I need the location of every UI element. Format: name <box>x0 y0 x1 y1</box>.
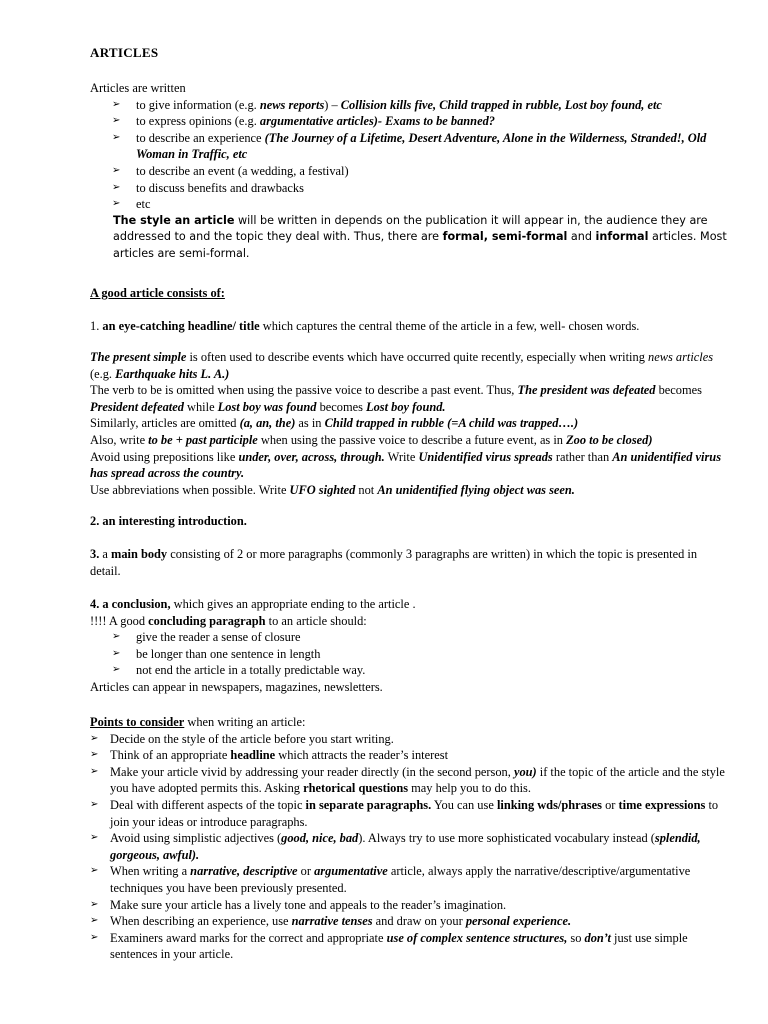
headline-rules <box>90 349 730 498</box>
concluding-item <box>90 662 730 679</box>
headline-rule: Avoid using prepositions like under, over, across, through. Write Unidentified virus spreads rather than An unidentified virus has spread across the country. <box>90 449 722 481</box>
intro-lead: Articles are written <box>90 81 186 95</box>
concluding-list <box>90 629 730 679</box>
section-headline <box>90 318 730 335</box>
headline-rule: The verb to be is omitted when using the passive voice to describe a past event. Thus, The president was defeated becomes President defeated while Lost boy was found becomes Lost boy found. <box>90 383 702 414</box>
arrow-bullet-icon: ➢ <box>112 647 121 659</box>
main-body-point: 3. a main body consisting of 2 or more paragraphs (commonly 3 paragraphs are written) in which the topic is presented in detail. <box>90 547 698 578</box>
list-item-text: not end the article in a totally predictable way. <box>136 663 366 678</box>
list-item-text: Make sure your article has a lively tone and appeals to the reader’s imagination. <box>110 897 507 912</box>
articles-appear: Articles can appear in newspapers, magazines, newsletters. <box>90 679 383 694</box>
arrow-bullet-icon: ➢ <box>112 631 121 643</box>
purpose-item <box>90 196 730 213</box>
list-item-text: to express opinions (e.g. argumentative articles)- Exams to be banned? <box>136 114 495 129</box>
point-item <box>90 731 730 748</box>
purpose-item <box>90 180 730 197</box>
arrow-bullet-icon: ➢ <box>90 732 99 744</box>
list-item-text: give the reader a sense of closure <box>136 630 301 645</box>
list-item-text: When describing an experience, use narrative tenses and draw on your personal experience. <box>110 914 572 929</box>
style-note: The style an article will be written in depends on the publication it will appear in, the audience they are addressed to and the topic they deal with. Thus, there are formal, semi-formal and informal articles. Most articles are semi-formal. <box>113 213 727 260</box>
purpose-item <box>90 97 730 114</box>
list-item-text: be longer than one sentence in length <box>136 646 321 661</box>
list-item-text: to describe an event (a wedding, a festival) <box>136 163 349 178</box>
list-item-text: When writing a narrative, descriptive or argumentative article, always apply the narrative/descriptive/argumentative techniques you have been previously presented. <box>110 864 691 895</box>
point-item <box>90 897 730 914</box>
point-item <box>90 863 730 896</box>
headline-point: 1. an eye-catching headline/ title which captures the central theme of the article in a few, well- chosen words. <box>90 319 640 333</box>
arrow-bullet-icon: ➢ <box>112 131 121 143</box>
intro-section <box>90 80 730 263</box>
list-item-text: etc <box>136 197 151 212</box>
purpose-list <box>90 97 730 213</box>
arrow-bullet-icon: ➢ <box>90 898 99 910</box>
arrow-bullet-icon: ➢ <box>90 832 99 844</box>
introduction-point: 2. an interesting introduction. <box>90 514 247 528</box>
list-item-text: Examiners award marks for the correct and appropriate use of complex sentence structures, so don’t just use simple sentences in your article. <box>110 930 688 962</box>
page-title: ARTICLES <box>90 45 159 60</box>
points-list <box>90 731 730 963</box>
list-item-text: Avoid using simplistic adjectives (good, nice, bad). Always try to use more sophisticated vocabulary instead (splendid, gorgeous, awful). <box>110 831 701 862</box>
arrow-bullet-icon: ➢ <box>112 664 121 676</box>
purpose-item <box>90 163 730 180</box>
points-heading-bold: Points to consider <box>90 715 185 729</box>
list-item-text: to give information (e.g. news reports) – Collision kills five, Child trapped in rubble, Lost boy found, etc <box>136 97 662 112</box>
good-article-heading-text: A good article consists of: <box>90 286 225 300</box>
point-item <box>90 797 730 830</box>
list-item-text: Make your article vivid by addressing your reader directly (in the second person, you) if the topic of the article and the style you have adopted permits this. Asking rhetorical questions may help you to do this. <box>110 764 725 796</box>
arrow-bullet-icon: ➢ <box>112 115 121 127</box>
list-item-text: Deal with different aspects of the topic in separate paragraphs. You can use linking wds/phrases or time expressions to join your ideas or introduce paragraphs. <box>110 797 719 829</box>
headline-rule: Use abbreviations when possible. Write UFO sighted not An unidentified flying object was seen. <box>90 482 575 497</box>
list-item-text: to discuss benefits and drawbacks <box>136 180 304 195</box>
point-item <box>90 913 730 930</box>
arrow-bullet-icon: ➢ <box>90 749 99 761</box>
headline-rule: The present simple is often used to describe events which have occurred quite recently, especially when writing news articles (e.g. Earthquake hits L. A.) <box>90 350 714 381</box>
section-main-body <box>90 546 730 579</box>
concluding-item <box>90 646 730 663</box>
headline-rule: Also, write to be + past participle when using the passive voice to describe a future event, as in Zoo to be closed) <box>90 432 653 447</box>
headline-rule: Similarly, articles are omitted (a, an, the) as in Child trapped in rubble (=A child was trapped….) <box>90 416 579 431</box>
point-item <box>90 764 730 797</box>
arrow-bullet-icon: ➢ <box>90 865 99 877</box>
point-item <box>90 930 730 963</box>
point-item <box>90 747 730 764</box>
conclusion-point: 4. a conclusion, which gives an appropriate ending to the article . <box>90 597 416 611</box>
points-section <box>90 714 730 963</box>
arrow-bullet-icon: ➢ <box>112 164 121 176</box>
points-heading <box>90 714 730 731</box>
arrow-bullet-icon: ➢ <box>90 765 99 777</box>
arrow-bullet-icon: ➢ <box>112 181 121 193</box>
list-item-text: Decide on the style of the article before you start writing. <box>110 731 394 746</box>
point-item <box>90 830 730 863</box>
concluding-lead: !!!! A good concluding paragraph to an article should: <box>90 613 367 628</box>
purpose-item <box>90 113 730 130</box>
points-heading-rest: when writing an article: <box>184 715 306 729</box>
section-conclusion <box>90 596 730 696</box>
concluding-item <box>90 629 730 646</box>
list-item-text: to describe an experience (The Journey of a Lifetime, Desert Adventure, Alone in the Wilderness, Stranded!, Old Woman in Traffic, etc <box>136 130 707 162</box>
good-article-heading <box>90 285 730 302</box>
arrow-bullet-icon: ➢ <box>112 198 121 210</box>
arrow-bullet-icon: ➢ <box>90 915 99 927</box>
arrow-bullet-icon: ➢ <box>90 798 99 810</box>
list-item-text: Think of an appropriate headline which attracts the reader’s interest <box>110 748 449 763</box>
arrow-bullet-icon: ➢ <box>90 931 99 943</box>
section-introduction <box>90 513 730 530</box>
arrow-bullet-icon: ➢ <box>112 98 121 110</box>
purpose-item <box>90 130 730 163</box>
